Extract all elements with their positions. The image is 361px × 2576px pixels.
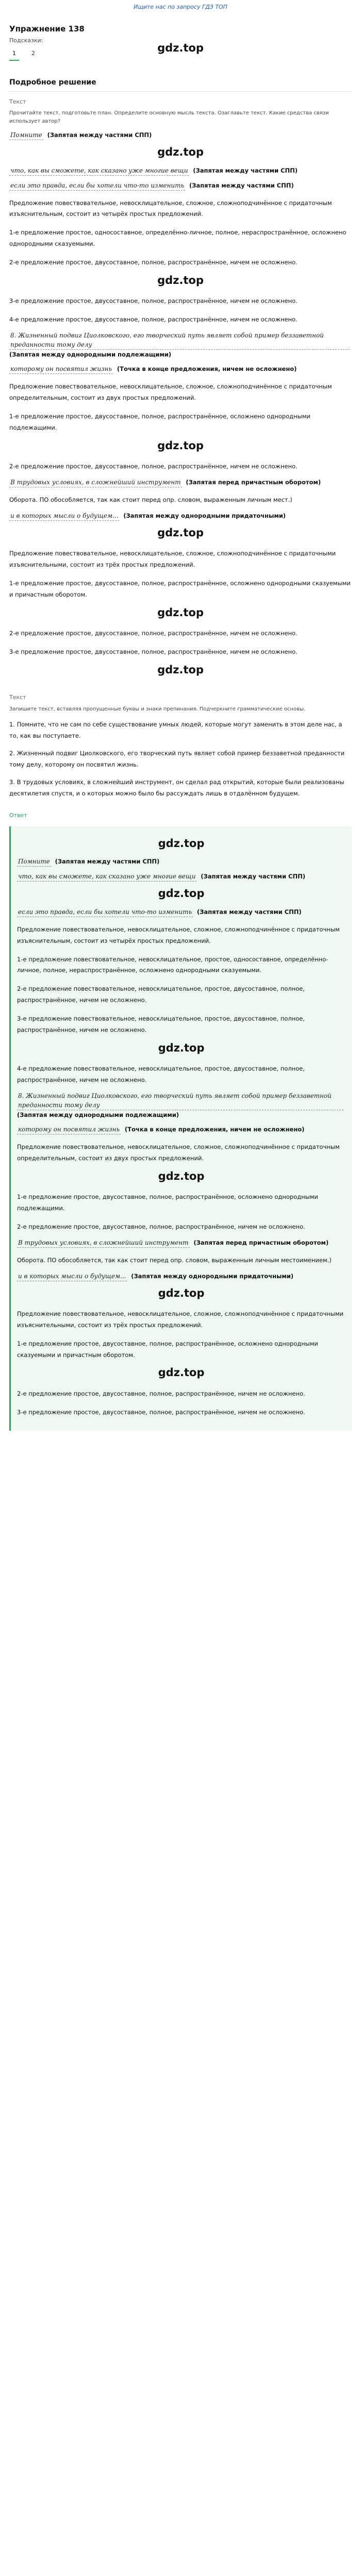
analysis-item: Оборота. ПО обособляется, так как стоит перед опр. словом, выраженным личным мест.) [9, 496, 292, 503]
tab-page-2[interactable]: 2 [31, 49, 35, 57]
scheme-line [17, 872, 346, 882]
scheme-line [9, 331, 352, 359]
exercise-title: Упражнение 138 [9, 24, 85, 33]
detailed-text-label: Текст [9, 98, 26, 105]
watermark: gdz.top [157, 663, 204, 676]
scheme-line [17, 857, 346, 867]
answer-box [9, 826, 352, 1431]
punct-note: (Запятая между частями СПП) [55, 858, 160, 866]
watermark: gdz.top [157, 146, 204, 158]
sentence-scheme: если это правда, если бы хотели что-то изменить [17, 907, 193, 917]
analysis-item: 3-е предложение простое, двусоставное, полное, распространённое, ничем не осложнено. [9, 297, 298, 305]
top-link[interactable]: Ищите нас по запросу ГДЗ ТОП [134, 4, 227, 10]
sentence-scheme: что, как вы сможете, как сказано уже многие вещи [17, 872, 196, 882]
punct-note: (Запятая перед причастным оборотом) [193, 1239, 329, 1246]
punct-note: (Точка в конце предложения, ничем не осложнено) [117, 365, 297, 373]
watermark: gdz.top [158, 1286, 205, 1299]
sentence-scheme: В трудовых условиях, в сложнейший инструмент [9, 478, 182, 487]
scheme-line [17, 1091, 346, 1120]
tab-page-1[interactable]: 1 [9, 48, 19, 61]
punct-note: (Запятая между частями СПП) [189, 181, 294, 189]
analysis-item: 3-е предложение простое, двусоставное, полное, распространённое, ничем не осложнено. [9, 648, 298, 655]
watermark: gdz.top [157, 439, 204, 452]
punct-note: (Запятая между однородными придаточными) [131, 1272, 294, 1280]
analysis-item: 4-е предложение повествовательное, невосклицательное, простое, двусоставное, полное, распространённое, ничем не осложнено. [17, 1065, 305, 1083]
sentence-scheme: 8. Жизненный подвиг Циолковского, его творческий путь являет собой пример беззаветной преданности тому делу [9, 331, 350, 350]
scheme-line [17, 907, 346, 917]
analysis-item: 2-е предложение простое, двусоставное, полное, распространённое, ничем не осложнено. [9, 630, 298, 637]
analysis-item: Предложение повествовательное, невосклицательное, сложное, сложноподчинённое с придаточным определительным, состоит из двух простых предложений. [17, 1143, 340, 1162]
text-sentence: 2. Жизненный подвиг Циолковского, его творческий путь являет собой пример беззаветной преданности тому делу, которому он посвятил жизнь. [9, 749, 345, 768]
analysis-item: 1-е предложение простое, двусоставное, полное, распространённое, осложнено однородными подлежащими. [9, 412, 310, 431]
watermark: gdz.top [158, 1170, 205, 1182]
detailed-intro: Прочитайте текст, подготовьте план. Определите основную мысль текста. Озаглавьте текст. Какие средства связи использует автор? [9, 110, 329, 124]
detailed-heading: Подробное решение [9, 77, 352, 92]
punct-note: (Запятая между однородными подлежащими) [17, 1111, 179, 1118]
analysis-item: Предложение повествовательное, невосклицательное, сложное, сложноподчинённое с придаточным изъяснительным, состоит из четырёх простых предложений. [17, 925, 340, 944]
analysis-item: 1-е предложение повествовательное, невосклицательное, простое, односоставное, определённо-личное, полное, нераспространённое, осложнено однородными сказуемыми. [17, 955, 329, 974]
sentence-scheme: и в которых мысли о будущем... [17, 1272, 127, 1281]
answer-text-label: Текст [9, 694, 26, 701]
scheme-line [17, 1272, 346, 1281]
sentence-scheme: которому он посвятил жизнь [9, 364, 113, 374]
analysis-item: 3-е предложение повествовательное, невосклицательное, простое, двусоставное, полное, распространённое, ничем не осложнено. [17, 1014, 305, 1033]
analysis-item: 2-е предложение простое, двусоставное, полное, распространённое, ничем не осложнено. [9, 258, 298, 266]
analysis-item: 1-е предложение простое, двусоставное, полное, распространённое, осложнено однородными сказуемыми и причастным оборотом. [9, 579, 351, 598]
text-sentence: 1. Помните, что не сам по себе существование умных людей, которые могут заменить в этом деле нас, а то, как вы поступаете. [9, 721, 342, 740]
punct-note: (Запятая между частями СПП) [47, 131, 152, 139]
scheme-line [9, 166, 352, 176]
watermark: gdz.top [158, 1366, 205, 1379]
watermark: gdz.top [158, 837, 205, 850]
analysis-item: Предложение повествовательное, невосклицательное, сложное, сложноподчинённое с придаточным определительным, состоит из двух простых предложений. [9, 383, 332, 401]
analysis-item: Предложение повествовательное, невосклицательное, сложное, сложноподчинённое с придаточными изъяснительными, состоит из трёх простых предложений. [9, 550, 336, 569]
analysis-item: 1-е предложение простое, односоставное, определённо-личное, полное, нераспространённое, осложнено однородными сказуемыми. [9, 229, 347, 248]
punct-note: (Запятая между частями СПП) [193, 166, 298, 174]
punct-note: (Точка в конце предложения, ничем не осложнено) [124, 1126, 305, 1133]
punct-note: (Запятая перед причастным оборотом) [186, 478, 321, 486]
watermark: gdz.top [158, 887, 205, 900]
sentence-scheme: и в которых мысли о будущем... [9, 511, 119, 521]
scheme-line [9, 130, 352, 140]
sentence-scheme: которому он посвятил жизнь [17, 1125, 121, 1134]
scheme-line [17, 1125, 346, 1134]
scheme-line [17, 1238, 346, 1248]
watermark: gdz.top [158, 1041, 205, 1054]
analysis-item: 2-е предложение простое, двусоставное, полное, распространённое, ничем не осложнено. [9, 463, 298, 470]
sentence-scheme: Помните [17, 857, 51, 867]
scheme-line [9, 478, 352, 487]
analysis-item: Предложение повествовательное, невосклицательное, сложное, сложноподчинённое с придаточным изъяснительным, состоит из четырёх простых предложений. [9, 199, 332, 218]
watermark: gdz.top [157, 526, 204, 539]
analysis-item: 3-е предложение простое, двусоставное, полное, распространённое, ничем не осложнено. [17, 1408, 305, 1416]
watermark: gdz.top [157, 42, 204, 54]
analysis-item: Оборота. ПО обособляется, так как стоит перед опр. словом, выраженным личным местоимением.) [17, 1256, 332, 1264]
hints-label: Подсказки: [9, 37, 43, 44]
analysis-item: Предложение повествовательное, невосклицательное, сложное, сложноподчинённое с придаточными изъяснительными, состоит из трёх простых предложений. [17, 1310, 343, 1329]
analysis-item: 2-е предложение повествовательное, невосклицательное, простое, двусоставное, полное, распространённое, ничем не осложнено. [17, 985, 305, 1004]
scheme-line [9, 181, 352, 191]
punct-note: (Запятая между однородными придаточными) [123, 512, 286, 519]
answer-label: Ответ [9, 812, 27, 819]
watermark: gdz.top [157, 606, 204, 619]
punct-note: (Запятая между частями СПП) [196, 908, 302, 916]
text-sentence: 3. В трудовых условиях, в сложнейший инструмент, он сделал рад открытий, которые были реализованы десятилетия спустя, и о которых можно было бы рассуждать лишь в отдалённом будущем. [9, 778, 344, 797]
sentence-scheme: Помните [9, 130, 43, 140]
scheme-line [9, 511, 352, 521]
content [0, 23, 361, 1431]
watermark: gdz.top [157, 274, 204, 286]
sentence-scheme: если это правда, если бы хотели что-то изменить [9, 181, 185, 191]
scheme-line [9, 364, 352, 374]
analysis-item: 4-е предложение простое, двусоставное, полное, распространённое, ничем не осложнено. [9, 316, 298, 324]
sentence-scheme: В трудовых условиях, в сложнейший инструмент [17, 1238, 190, 1248]
sentence-scheme: что, как вы сможете, как сказано уже многие вещи [9, 166, 189, 176]
sentence-scheme: 8. Жизненный подвиг Циолковского, его творческий путь являет собой пример беззаветной преданности тому делу [17, 1091, 343, 1110]
punct-note: (Запятая между частями СПП) [201, 873, 305, 880]
analysis-item: 1-е предложение простое, двусоставное, полное, распространённое, осложнено однородными подлежащими. [17, 1193, 318, 1212]
answer-task: Запишите текст, вставляя пропущенные буквы и знаки препинания. Подчеркните грамматические основы. [9, 706, 306, 712]
analysis-item: 2-е предложение простое, двусоставное, полное, распространённое, ничем не осложнено. [17, 1389, 305, 1397]
punct-note: (Запятая между однородными подлежащими) [9, 350, 172, 358]
analysis-item: 1-е предложение простое, двусоставное, полное, распространённое, осложнено однородными сказуемыми и причастным оборотом. [17, 1340, 318, 1359]
analysis-item: 2-е предложение простое, двусоставное, полное, распространённое, ничем не осложнено. [17, 1223, 305, 1230]
